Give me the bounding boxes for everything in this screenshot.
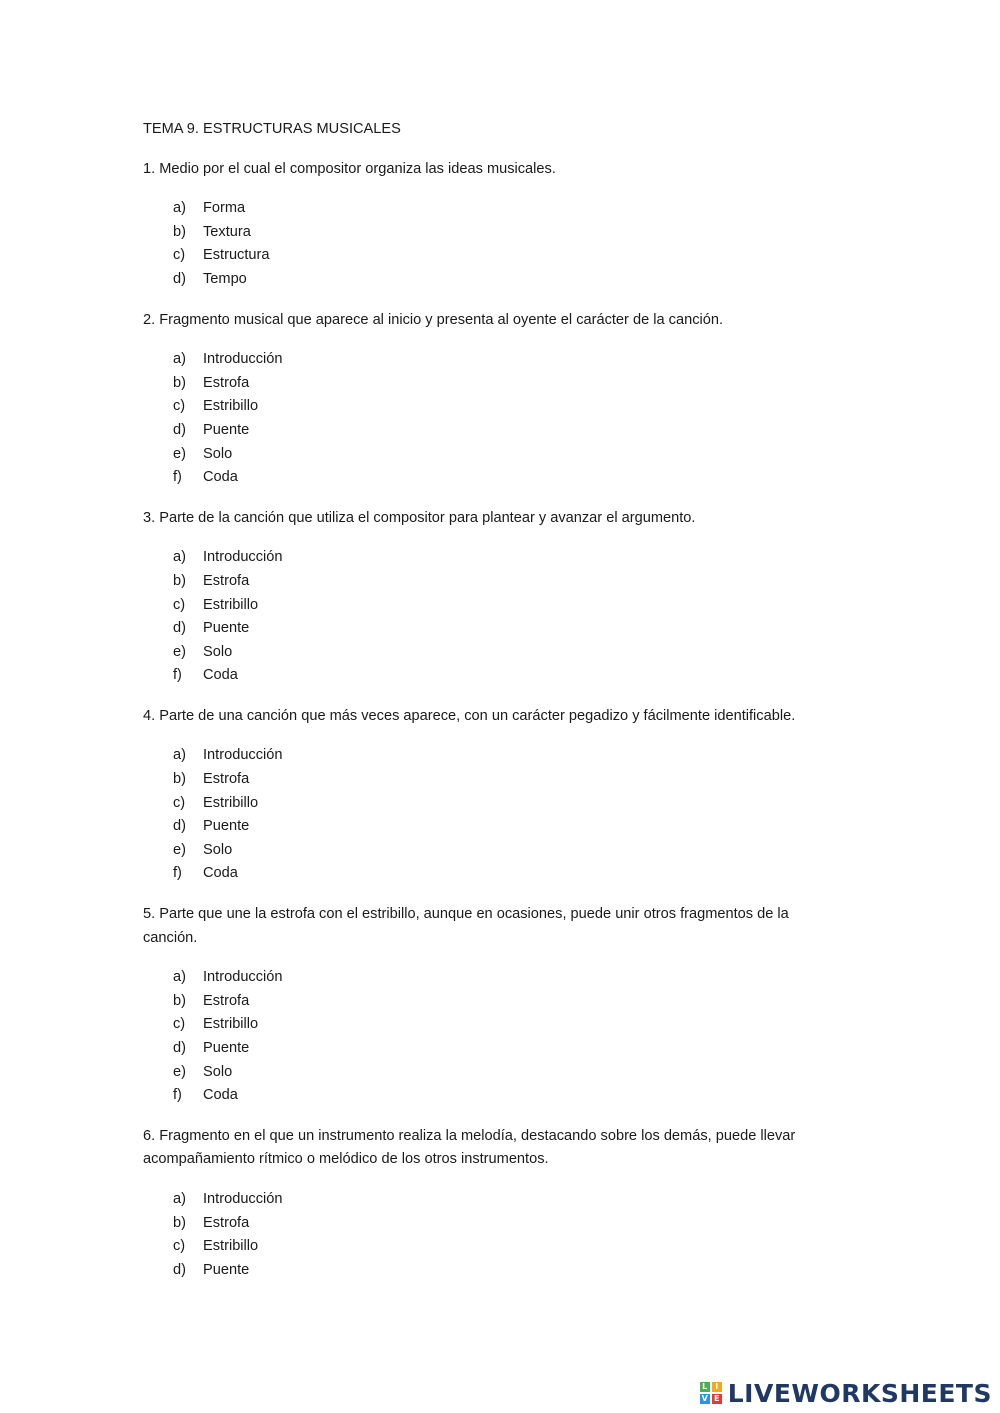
answer-option[interactable] <box>173 570 843 594</box>
option-letter: b) <box>173 223 186 240</box>
option-label: Forma <box>203 200 246 217</box>
option-letter: b) <box>173 572 186 589</box>
option-letter: b) <box>173 771 186 788</box>
option-label: Solo <box>203 1063 233 1080</box>
option-letter: d) <box>173 270 186 287</box>
option-label: Solo <box>203 445 233 462</box>
answer-option[interactable] <box>173 768 843 792</box>
option-label: Solo <box>203 841 233 858</box>
option-letter: c) <box>173 398 186 415</box>
option-letter: e) <box>173 643 186 660</box>
answer-option[interactable] <box>173 348 843 372</box>
answer-options <box>143 966 843 1108</box>
answer-option[interactable] <box>173 594 843 618</box>
answer-option[interactable] <box>173 466 843 490</box>
option-letter: d) <box>173 421 186 438</box>
answer-option[interactable] <box>173 372 843 396</box>
option-label: Coda <box>203 1087 238 1104</box>
option-label: Estribillo <box>203 398 259 415</box>
option-label: Introducción <box>203 1190 283 1207</box>
option-letter: e) <box>173 445 186 462</box>
answer-option[interactable] <box>173 443 843 467</box>
answer-option[interactable] <box>173 221 843 245</box>
answer-option[interactable] <box>173 641 843 665</box>
option-label: Solo <box>203 643 233 660</box>
liveworksheets-logo <box>700 1376 992 1410</box>
answer-options <box>143 546 843 688</box>
option-letter: c) <box>173 1238 186 1255</box>
logo-square-i: I <box>712 1382 722 1392</box>
option-letter: a) <box>173 747 186 764</box>
answer-option[interactable] <box>173 395 843 419</box>
answer-option[interactable] <box>173 546 843 570</box>
option-letter: a) <box>173 351 186 368</box>
answer-option[interactable] <box>173 1212 843 1236</box>
option-letter: c) <box>173 247 186 264</box>
option-letter: a) <box>173 969 186 986</box>
logo-text: LIVEWORKSHEETS <box>727 1378 992 1408</box>
option-letter: c) <box>173 794 186 811</box>
answer-option[interactable] <box>173 244 843 268</box>
answer-options <box>143 197 843 291</box>
question-block <box>143 705 843 886</box>
question-block <box>143 309 843 490</box>
option-label: Puente <box>203 421 250 438</box>
option-letter: f) <box>173 469 182 486</box>
option-letter: d) <box>173 818 186 835</box>
option-label: Estrofa <box>203 1214 250 1231</box>
option-label: Puente <box>203 620 250 637</box>
answer-option[interactable] <box>173 197 843 221</box>
question-block <box>143 1125 843 1283</box>
option-label: Estribillo <box>203 1016 259 1033</box>
question-block <box>143 158 843 292</box>
option-letter: a) <box>173 200 186 217</box>
answer-options <box>143 1188 843 1282</box>
option-letter: b) <box>173 374 186 391</box>
option-label: Estrofa <box>203 374 250 391</box>
worksheet-page <box>143 118 843 1299</box>
option-letter: d) <box>173 620 186 637</box>
answer-option[interactable] <box>173 617 843 641</box>
answer-option[interactable] <box>173 1061 843 1085</box>
option-label: Coda <box>203 667 238 684</box>
option-letter: a) <box>173 549 186 566</box>
answer-option[interactable] <box>173 419 843 443</box>
answer-option[interactable] <box>173 1235 843 1259</box>
option-label: Puente <box>203 1040 250 1056</box>
option-label: Coda <box>203 469 238 486</box>
option-label: Estribillo <box>203 1238 259 1255</box>
option-letter: b) <box>173 1214 186 1231</box>
liveworksheets-logo-icon <box>700 1382 722 1404</box>
answer-option[interactable] <box>173 1259 843 1283</box>
option-label: Estructura <box>203 247 270 264</box>
answer-option[interactable] <box>173 664 843 688</box>
option-label: Coda <box>203 865 238 882</box>
option-label: Estribillo <box>203 596 259 613</box>
answer-option[interactable] <box>173 792 843 816</box>
option-letter: f) <box>173 865 182 882</box>
question-list <box>143 158 843 1283</box>
option-label: Introducción <box>203 351 283 368</box>
option-letter: a) <box>173 1190 186 1207</box>
question-block <box>143 507 843 688</box>
logo-square-v: V <box>701 1394 708 1403</box>
option-letter: b) <box>173 992 186 1009</box>
logo-square-l: L <box>700 1382 710 1392</box>
option-letter: c) <box>173 1016 186 1033</box>
option-letter: f) <box>173 1087 182 1104</box>
answer-option[interactable] <box>173 862 843 886</box>
answer-option[interactable] <box>173 1013 843 1037</box>
option-label: Introducción <box>203 969 283 986</box>
question-block <box>143 903 843 1108</box>
question-text: 6. Fragmento en el que un instrumento realiza la melodía, destacando sobre los demás, puede llevar acompañamiento rítmico o melódico de los otros instrumentos. <box>143 1127 796 1168</box>
option-letter: c) <box>173 596 186 613</box>
option-letter: d) <box>173 1040 186 1056</box>
question-text: 4. Parte de una canción que más veces aparece, con un carácter pegadizo y fácilmente identificable. <box>143 707 796 724</box>
question-text: 3. Parte de la canción que utiliza el compositor para plantear y avanzar el argumento. <box>143 509 696 526</box>
answer-option[interactable] <box>173 1037 843 1061</box>
option-label: Introducción <box>203 747 283 764</box>
option-label: Puente <box>203 818 250 835</box>
answer-option[interactable] <box>173 268 843 292</box>
option-label: Introducción <box>203 549 283 566</box>
option-letter: e) <box>173 1063 186 1080</box>
option-letter: e) <box>173 841 186 858</box>
option-label: Estrofa <box>203 771 250 788</box>
option-letter: f) <box>173 667 182 684</box>
answer-option[interactable] <box>173 1188 843 1212</box>
answer-options <box>143 744 843 886</box>
option-label: Estrofa <box>203 992 250 1009</box>
question-text: 1. Medio por el cual el compositor organiza las ideas musicales. <box>143 160 556 177</box>
answer-option[interactable] <box>173 744 843 768</box>
answer-option[interactable] <box>173 839 843 863</box>
answer-option[interactable] <box>173 815 843 839</box>
question-text: 2. Fragmento musical que aparece al inicio y presenta al oyente el carácter de la canción. <box>143 311 724 328</box>
answer-option[interactable] <box>173 990 843 1014</box>
option-label: Estribillo <box>203 794 259 811</box>
option-label: Estrofa <box>203 572 250 589</box>
page-title: TEMA 9. ESTRUCTURAS MUSICALES <box>143 121 401 137</box>
option-letter: d) <box>173 1261 186 1278</box>
answer-option[interactable] <box>173 1084 843 1108</box>
option-label: Tempo <box>203 270 247 287</box>
option-label: Puente <box>203 1261 250 1278</box>
answer-option[interactable] <box>173 966 843 990</box>
option-label: Textura <box>203 223 251 240</box>
question-text: 5. Parte que une la estrofa con el estribillo, aunque en ocasiones, puede unir otros fragmentos de la canción. <box>143 906 789 946</box>
logo-square-e: E <box>712 1394 722 1404</box>
answer-options <box>143 348 843 490</box>
